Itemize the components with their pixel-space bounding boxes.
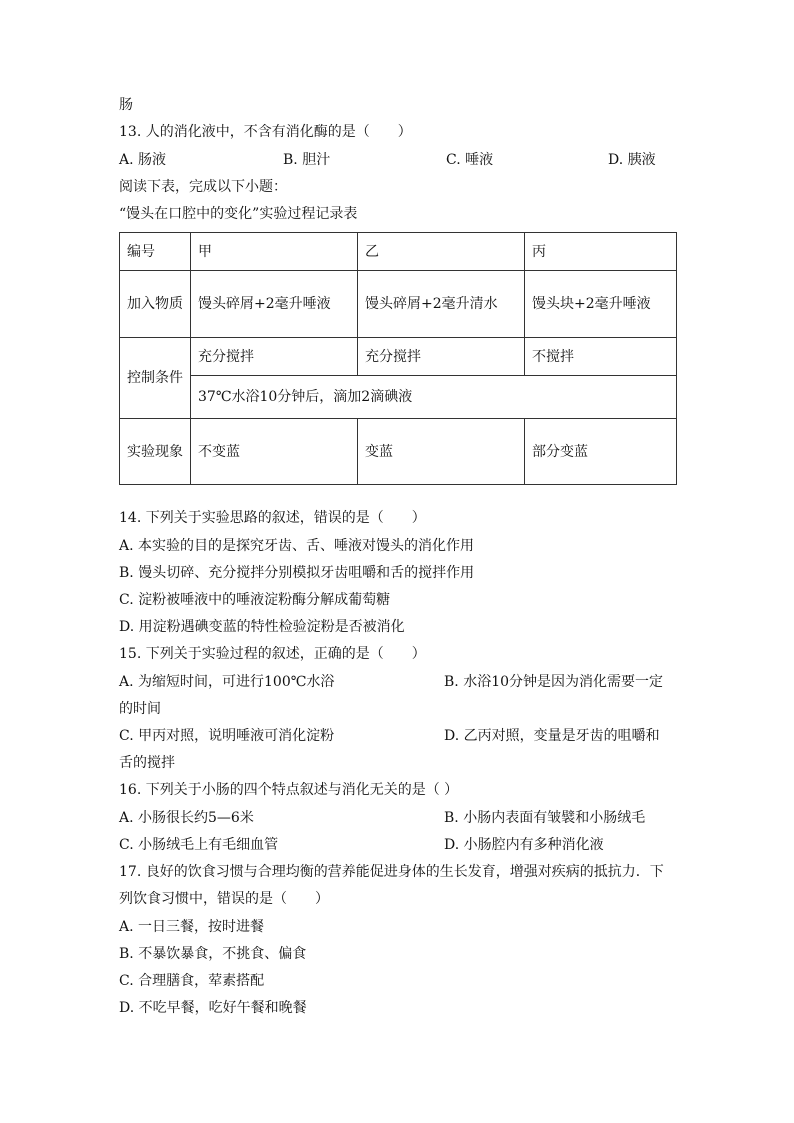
table-row	[120, 271, 677, 338]
table-cell: 充分搅拌	[358, 338, 525, 376]
experiment-table	[119, 232, 677, 485]
table-row	[120, 233, 677, 271]
q13-option-c: C. 唾液	[446, 152, 494, 168]
q14-option-d: D. 用淀粉遇碘变蓝的特性检验淀粉是否被消化	[119, 619, 405, 635]
table-row	[120, 338, 677, 376]
table-cell: 实验现象	[120, 419, 191, 485]
q15-option-d: D. 乙丙对照，变量是牙齿的咀嚼和	[444, 728, 660, 744]
q14-option-b: B. 馒头切碎、充分搅拌分别模拟牙齿咀嚼和舌的搅拌作用	[119, 565, 475, 581]
table-cell: 加入物质	[120, 271, 191, 338]
q17-option-d: D. 不吃早餐，吃好午餐和晚餐	[119, 1000, 307, 1016]
q15-option-c: C. 甲丙对照，说明唾液可消化淀粉	[119, 728, 335, 744]
q16-option-c: C. 小肠绒毛上有毛细血管	[119, 837, 279, 853]
q15-option-b: B. 水浴10分钟是因为消化需要一定	[444, 674, 664, 690]
q15-stem: 15. 下列关于实验过程的叙述，正确的是（ ）	[119, 646, 426, 662]
table-cell: 充分搅拌	[191, 338, 358, 376]
q17-option-b: B. 不暴饮暴食，不挑食、偏食	[119, 946, 307, 962]
table-cell: 乙	[358, 233, 525, 271]
table-cell: 馒头块+2毫升唾液	[525, 271, 677, 338]
q15-option-d-wrap: 舌的搅拌	[119, 755, 175, 771]
q13-stem: 13. 人的消化液中，不含有消化酶的是（ ）	[119, 124, 412, 140]
table-cell: 部分变蓝	[525, 419, 677, 485]
reading-intro: 阅读下表，完成以下小题：	[119, 179, 287, 195]
q16-stem: 16. 下列关于小肠的四个特点叙述与消化无关的是（ ）	[119, 782, 459, 798]
q14-stem: 14. 下列关于实验思路的叙述，错误的是（ ）	[119, 510, 426, 526]
table-cell: 馒头碎屑+2毫升唾液	[191, 271, 358, 338]
q17-option-a: A. 一日三餐，按时进餐	[119, 919, 265, 935]
q15-option-b-wrap: 的时间	[119, 701, 161, 717]
q17-option-c: C. 合理膳食，荤素搭配	[119, 973, 265, 989]
q17-stem: 17. 良好的饮食习惯与合理均衡的营养能促进身体的生长发育，增强对疾病的抵抗力．下	[119, 864, 664, 880]
table-cell: 控制条件	[120, 338, 191, 419]
q14-option-a: A. 本实验的目的是探究牙齿、舌、唾液对馒头的消化作用	[119, 538, 475, 554]
q16-option-a: A. 小肠很长约5—6米	[119, 810, 254, 826]
table-cell: 不变蓝	[191, 419, 358, 485]
table-cell: 馒头碎屑+2毫升清水	[358, 271, 525, 338]
q15-option-a: A. 为缩短时间，可进行100℃水浴	[119, 674, 335, 690]
q17-stem-wrap: 列饮食习惯中，错误的是（ ）	[119, 891, 329, 907]
q14-option-c: C. 淀粉被唾液中的唾液淀粉酶分解成葡萄糖	[119, 592, 391, 608]
table-cell: 甲	[191, 233, 358, 271]
q13-option-b: B. 胆汁	[283, 152, 331, 168]
table-cell: 丙	[525, 233, 677, 271]
q16-option-d: D. 小肠腔内有多种消化液	[444, 837, 604, 853]
table-cell: 编号	[120, 233, 191, 271]
table-row	[120, 376, 677, 419]
table-row	[120, 419, 677, 485]
table-cell: 变蓝	[358, 419, 525, 485]
top-fragment: 肠	[119, 97, 133, 113]
table-cell: 不搅拌	[525, 338, 677, 376]
table-cell: 37℃水浴10分钟后，滴加2滴碘液	[191, 376, 677, 419]
q16-option-b: B. 小肠内表面有皱襞和小肠绒毛	[444, 810, 646, 826]
table-title: “馒头在口腔中的变化”实验过程记录表	[119, 206, 358, 222]
q13-option-a: A. 肠液	[119, 152, 167, 168]
q13-option-d: D. 胰液	[608, 152, 656, 168]
